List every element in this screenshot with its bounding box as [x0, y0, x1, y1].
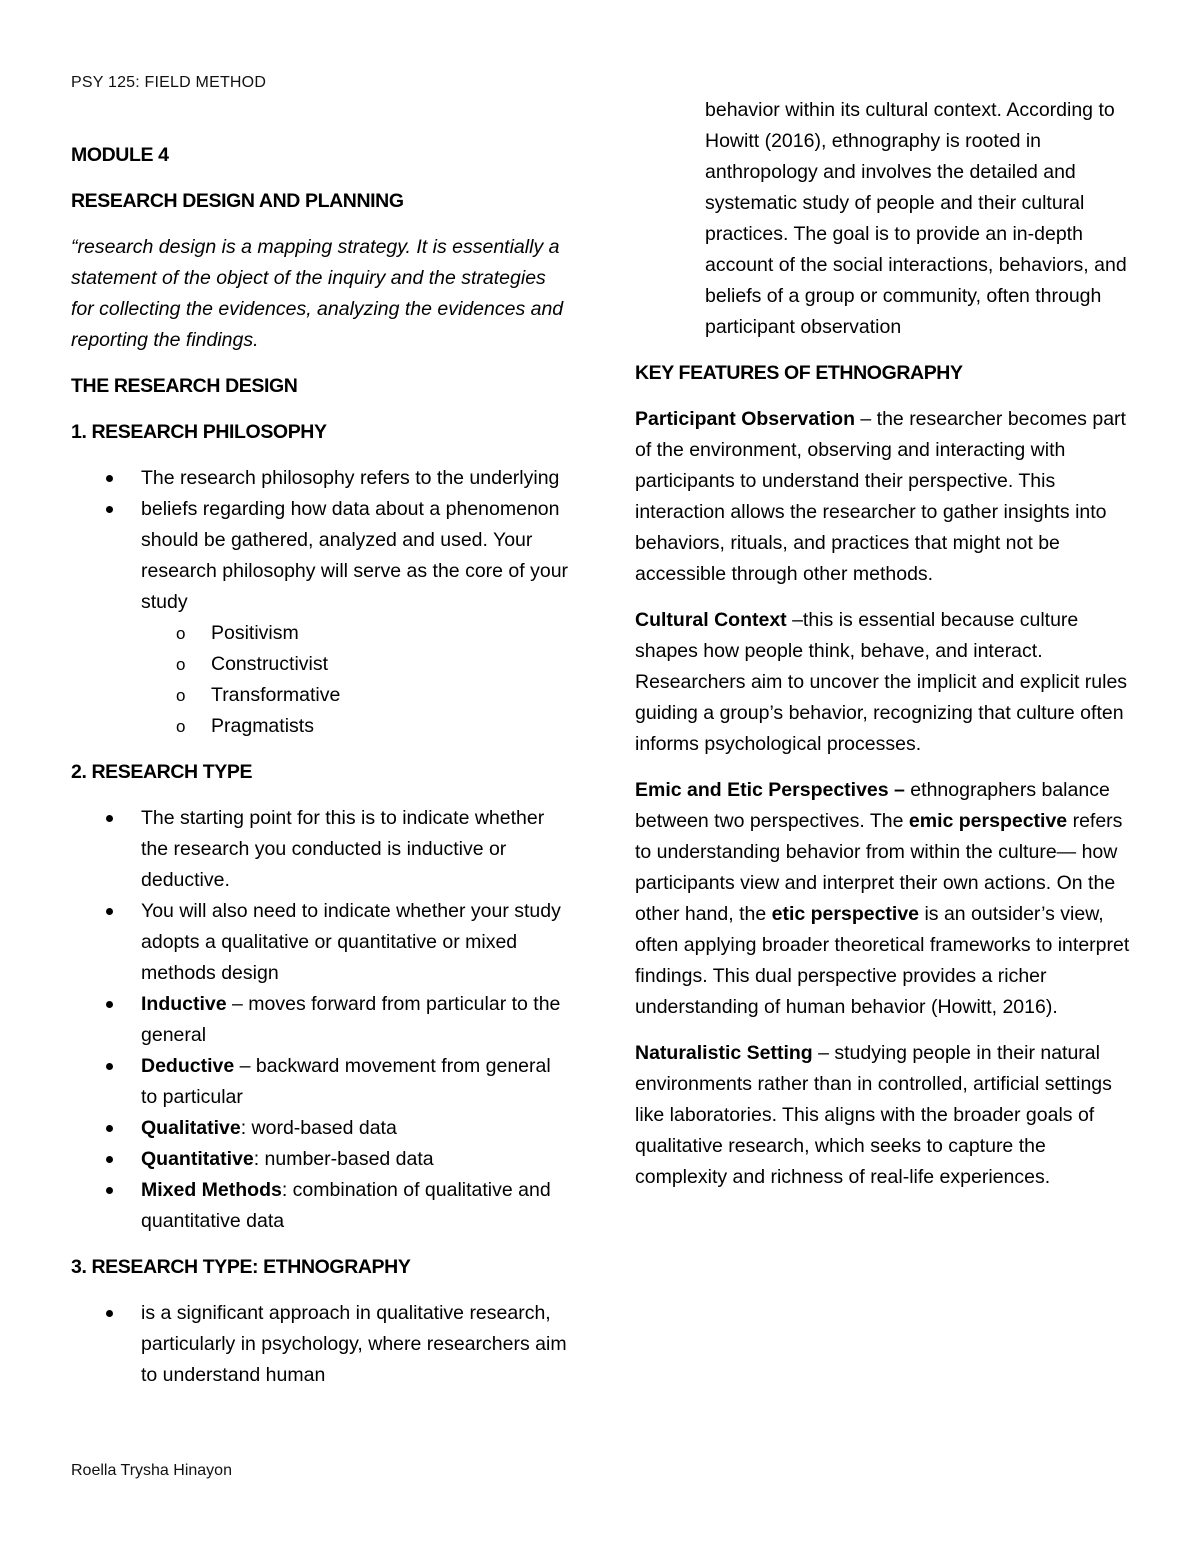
sub-list-item: o Transformative	[141, 680, 571, 711]
list-item: The research philosophy refers to the underlying	[71, 463, 571, 494]
philosophy-list	[71, 463, 571, 742]
section-heading-philosophy: 1. RESEARCH PHILOSOPHY	[71, 421, 327, 443]
ethnography-continuation: behavior within its cultural context. According to Howitt (2016), ethnography is rooted in anthropology and involves the detailed and systematic study of people and their cultural practices. The goal is to provide an in-depth account of the social interactions, behaviors, and beliefs of a group or community, often through participant observation	[705, 99, 1127, 338]
feature-naturalistic-setting: Naturalistic Setting – studying people in their natural environments rather than in controlled, artificial settings like laboratories. This aligns with the broader goals of qualitative research, which seeks to capture the complexity and richness of real-life experiences.	[635, 1042, 1112, 1188]
list-item: Inductive – moves forward from particular to the general	[71, 989, 571, 1051]
list-item: is a significant approach in qualitative research, particularly in psychology, where researchers aim to understand human	[71, 1298, 571, 1391]
term-deductive: Deductive	[141, 1055, 235, 1077]
list-item: Qualitative: word-based data	[71, 1113, 571, 1144]
list-item: You will also need to indicate whether your study adopts a qualitative or quantitative or mixed methods design	[71, 896, 571, 989]
right-column	[635, 95, 1135, 1208]
list-item: Quantitative: number-based data	[71, 1144, 571, 1175]
page-header: PSY 125: FIELD METHOD	[71, 74, 267, 91]
philosophy-sublist	[141, 618, 571, 742]
research-type-list	[71, 803, 571, 1237]
page-footer-author: Roella Trysha Hinayon	[71, 1462, 232, 1479]
section-heading-ethnography: 3. RESEARCH TYPE: ETHNOGRAPHY	[71, 1256, 411, 1278]
sub-list-item: o Constructivist	[141, 649, 571, 680]
list-item: Deductive – backward movement from general to particular	[71, 1051, 571, 1113]
term-mixed-methods: Mixed Methods	[141, 1179, 282, 1201]
section-heading-research-design: THE RESEARCH DESIGN	[71, 375, 298, 397]
term-quantitative: Quantitative	[141, 1148, 254, 1170]
ethnography-list	[71, 1298, 571, 1391]
term-inductive: Inductive	[141, 993, 227, 1015]
sub-list-item: o Positivism	[141, 618, 571, 649]
left-column	[71, 140, 571, 1406]
module-label: MODULE 4	[71, 144, 169, 166]
feature-emic-etic: Emic and Etic Perspectives – ethnographers balance between two perspectives. The emic perspective refers to understanding behavior from within the culture— how participants view and interpret their own actions. On the other hand, the etic perspective is an outsider’s view, often applying broader theoretical frameworks to interpret findings. This dual perspective provides a richer understanding of human behavior (Howitt, 2016).	[635, 779, 1130, 1018]
feature-participant-observation: Participant Observation – the researcher becomes part of the environment, observing and interacting with participants to understand their perspective. This interaction allows the researcher to gather insights into behaviors, rituals, and practices that might not be accessible through other methods.	[635, 408, 1126, 585]
section-heading-research-type: 2. RESEARCH TYPE	[71, 761, 253, 783]
definition-quote: “research design is a mapping strategy. It is essentially a statement of the object of the inquiry and the strategies for collecting the evidences, analyzing the evidences and reporting the findings.	[71, 236, 564, 351]
term-qualitative: Qualitative	[141, 1117, 241, 1139]
sub-list-item: o Pragmatists	[141, 711, 571, 742]
list-item: Mixed Methods: combination of qualitative and quantitative data	[71, 1175, 571, 1237]
list-item: The starting point for this is to indicate whether the research you conducted is inductive or deductive.	[71, 803, 571, 896]
list-item: beliefs regarding how data about a phenomenon should be gathered, analyzed and used. Your research philosophy will serve as the core of your study o Positivism o Constructivist o Transformative o Pragmatists	[71, 494, 571, 742]
feature-cultural-context: Cultural Context –this is essential because culture shapes how people think, behave, and interact. Researchers aim to uncover the implicit and explicit rules guiding a group’s behavior, recognizing that culture often informs psychological processes.	[635, 609, 1128, 755]
section-heading-key-features: KEY FEATURES OF ETHNOGRAPHY	[635, 362, 963, 384]
module-title: RESEARCH DESIGN AND PLANNING	[71, 190, 404, 212]
